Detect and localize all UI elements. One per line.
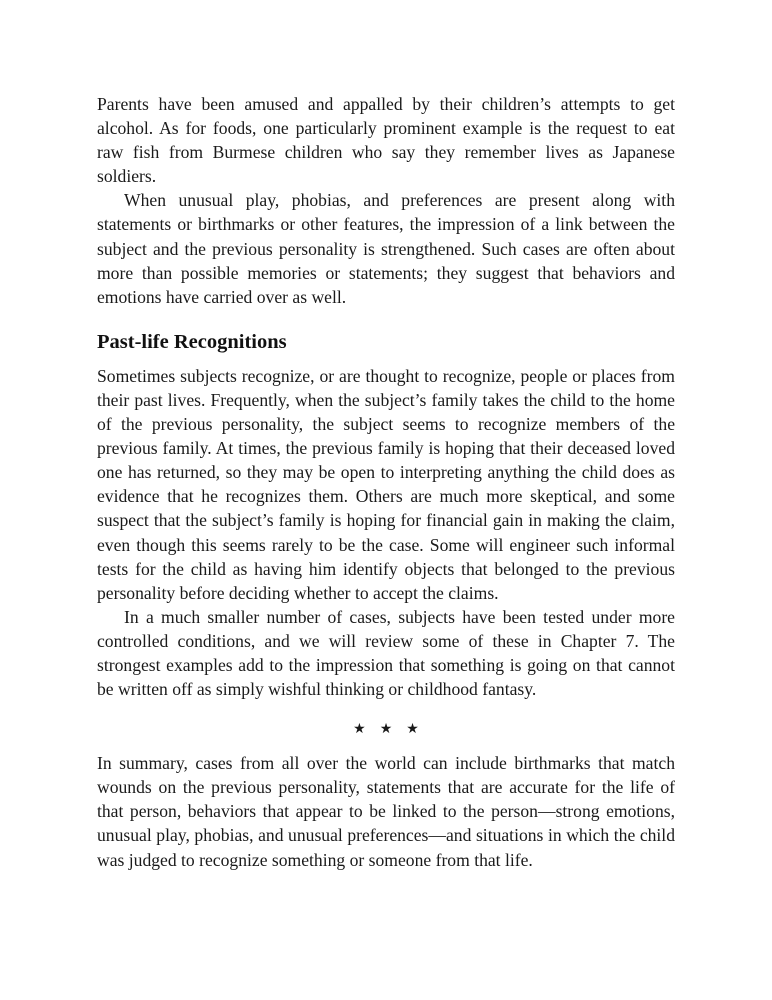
section-divider-stars: ★★★ [353,722,433,738]
paragraph-recognitions: Sometimes subjects recognize, or are thought to recognize, people or places from their past lives. Frequently, when the subject’s family takes the child to the home of the previous personality, the subject seems to recognize members of the previous family. At times, the previous family is hoping that their deceased loved one has returned, so they may be open to interpreting anything the child does as evidence that he recognizes them. Others are much more skeptical, and some suspect that the subject’s family is hoping for financial gain in making the claim, even though this seems rarely to be the case. Some will engineer such informal tests for the child as having him identify objects that belonged to the previous personality before deciding whether to accept the claims. [97,365,675,603]
section-heading: Past-life Recognitions [97,330,287,353]
paragraph-controlled-tests: In a much smaller number of cases, subjects have been tested under more controlled conditions, and we will review some of these in Chapter 7. The strongest examples add to the impression that something is going on that cannot be written off as simply wishful thinking or childhood fantasy. [97,606,675,700]
paragraph-alcohol-foods: Parents have been amused and appalled by their children’s attempts to get alcohol. As for foods, one particularly prominent example is the request to eat raw fish from Burmese children who say they remember lives as Japanese soldiers. [97,94,675,187]
paragraph-unusual-play: When unusual play, phobias, and preferences are present along with statements or birthmarks or other features, the impression of a link between the subject and the previous personality is strengthened. Such cases are often about more than possible memories or statements; they suggest that behaviors and emotions have carried over as well. [97,190,675,307]
paragraph-summary: In summary, cases from all over the world can include birthmarks that match wounds on the previous personality, statements that are accurate for the life of that person, behaviors that appear to be linked to the person—strong emotions, unusual play, phobias, and unusual preferences—and situations in which the child was judged to recognize something or someone from that life. [97,753,675,870]
book-page [97,92,675,872]
